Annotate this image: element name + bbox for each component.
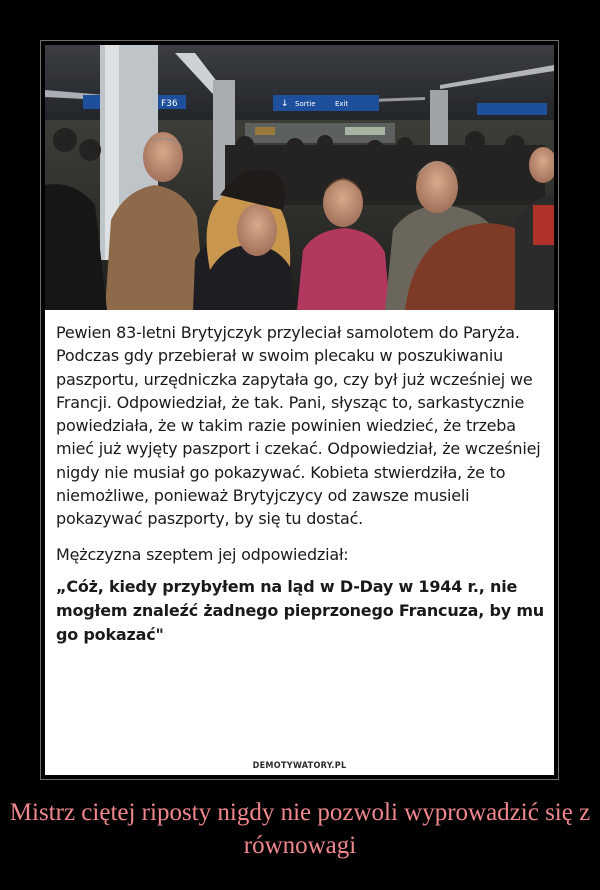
poster-caption: Mistrz ciętej riposty nigdy nie pozwoli wyprowadzić się z równowagi [9, 799, 591, 859]
airport-crowd-photo [45, 45, 554, 310]
exit-sign-en: Exit [335, 100, 349, 108]
story-paragraph: Pewien 83-letni Brytyjczyk przyleciał samolotem do Paryża. Podczas gdy przebierał w swoim plecaku w poszukiwaniu paszportu, urzędniczka zapytała go, czy był już wcześniej we Francji. Odpowiedział, że tak. Pani, słysząc to, sarkastycznie powiedziała, że w takim razie powinien wiedzieć, że trzeba mieć już wyjęty paszport i czekać. Odpowiedział, że wcześniej nigdy nie musiał go pokazywać. Kobieta stwierdziła, że to niemożliwe, ponieważ Brytyjczycy od zawsze musieli pokazywać paszporty, by się tu dostać. [56, 323, 541, 529]
site-watermark: DEMOTYWATORY.PL [252, 761, 347, 771]
poster-panel [45, 45, 554, 775]
svg-text:↓: ↓ [281, 99, 289, 109]
story-text [56, 321, 546, 647]
story-lead: Mężczyzna szeptem jej odpowiedział: [56, 544, 349, 564]
exit-sign-fr: Sortie [295, 100, 316, 108]
story-punchline: „Cóż, kiedy przybyłem na ląd w D-Day w 1944 r., nie mogłem znaleźć żadnego pieprzonego Francuza, by mu go pokazać" [56, 576, 545, 644]
gate-sign: F36 [161, 99, 178, 109]
